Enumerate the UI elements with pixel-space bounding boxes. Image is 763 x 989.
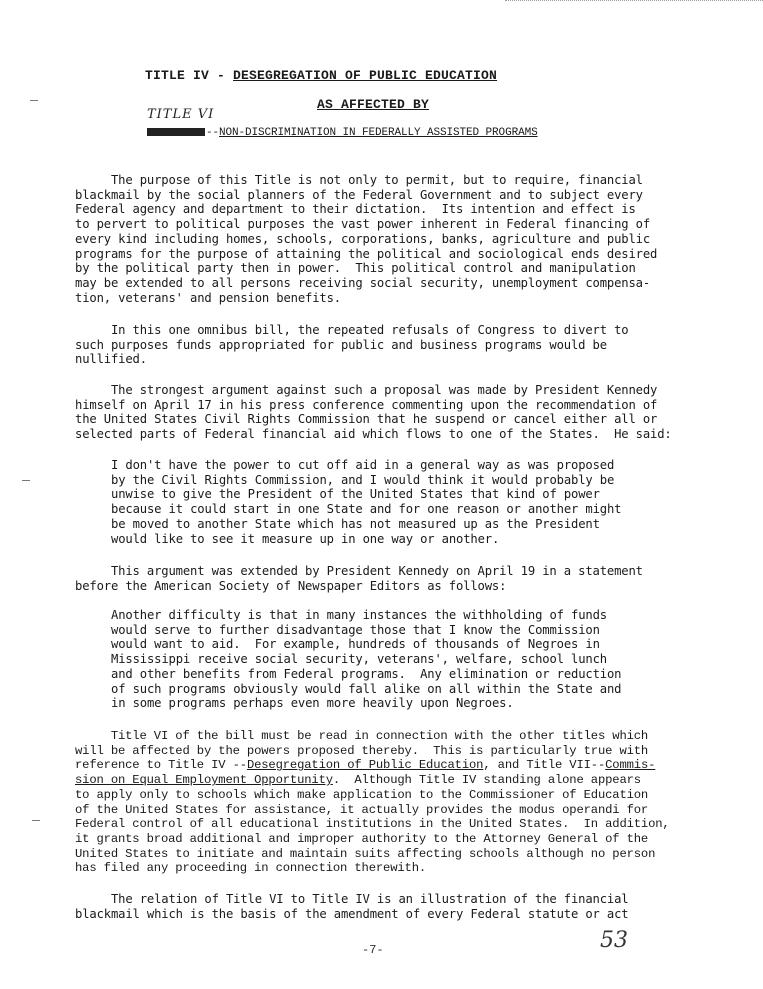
paragraph-1: The purpose of this Title is not only to permit, but to require, financial blackmail by the social planners of the Federal Government and to subject every Federal agency and department to their dictation. Its intention and effect is to pervert to political purposes the vast power inherent in Federal financing of every kind including homes, schools, corporations, banks, agriculture and public programs for the purpose of attaining the political and sociological ends desired by the political party then in power. This political control and manipulation may be extended to all persons receiving social security, unemployment compensa- tion, veterans' and pension benefits. [75,173,658,305]
margin-tick [22,480,30,481]
handwritten-page-number: 53 [600,928,628,953]
title-prefix: TITLE IV - [145,68,234,83]
p5-line-3b: , and Title VII-- [483,758,606,773]
quote-kennedy-april-19: Another difficulty is that in many instances the withholding of funds would serve to further disadvantage those that I know the Commission would want to aid. For example, hundreds of thousands of Negroes in Mississippi receive social security, veterans', welfare, school lunch and other benefits from Federal programs. Any elimination or reduction of such programs obviously would fall alike on all within the State and in some programs perhaps even more heavily upon Negroes. [111,608,622,711]
p5-line-1: Title VI of the bill must be read in connection with the other titles which [75,729,649,743]
paragraph-4: This argument was extended by President Kennedy on April 19 in a statement before the American Society of Newspaper Editors as follows: [75,564,643,593]
quote-kennedy-april-17: I don't have the power to cut off aid in a general way as was proposed by the Civil Rights Commission, and I would think it would probably be unwise to give the President of the United States that kind of power because it could start in one State and for one reason or another might be moved to another State which has not measured up as the President would like to see it measure up in one way or another. [111,458,622,546]
affected-by-heading [317,97,429,112]
paragraph-3: The strongest argument against such a proposal was made by President Kennedy himself on April 17 in his press conference commenting upon the recommendation of the United States Civil Rights Commission that he suspend or cancel either all or selected parts of Federal financial aid which flows to one of the States. He said: [75,383,672,442]
subtitle-prefix: -- [206,127,220,139]
p5-line-4b: . Although Title IV standing alone appears [332,773,641,788]
subtitle-heading [147,127,538,139]
title-underlined: DESEGREGATION OF PUBLIC EDUCATION [233,68,498,83]
p5-underlined-commis: Commis- [605,758,656,773]
margin-tick [32,820,40,821]
margin-tick [30,100,38,101]
affected-by-text: AS AFFECTED BY [317,97,430,112]
redaction-mark [147,128,205,136]
paragraph-2: In this one omnibus bill, the repeated refusals of Congress to divert to such purposes funds appropriated for public and business programs would be nullified. [75,323,629,367]
paragraph-6: The relation of Title VI to Title IV is an illustration of the financial blackmail which is the basis of the amendment of every Federal statute or act [75,892,629,921]
p5-line-2: will be affected by the powers proposed thereby. This is particularly true with [75,743,649,758]
subtitle-underlined: NON-DISCRIMINATION IN FEDERALLY ASSISTED PROGRAMS [219,127,538,139]
paragraph-5 [75,729,670,876]
handwritten-title-note: TITLE VI [147,107,215,122]
p5-line-3a: reference to Title IV -- [75,758,247,773]
page-number: -7- [362,943,384,957]
page-title [145,68,497,83]
p5-underlined-title-iv: Desegregation of Public Education [246,758,484,773]
p5-underlined-eeo: sion on Equal Employment Opportunity [75,773,333,788]
top-edge-dots [505,0,763,4]
p5-remaining-lines: to apply only to schools which make application to the Commissioner of Education of the United States for assistance, it actually provides the modus operandi for Federal control of all educational institutions in the United States. In addition, it grants broad additional and improper authority to the Attorney General of the United States to initiate and maintain suits affecting schools although no person has filed any proceeding in connection therewith. [75,787,670,876]
